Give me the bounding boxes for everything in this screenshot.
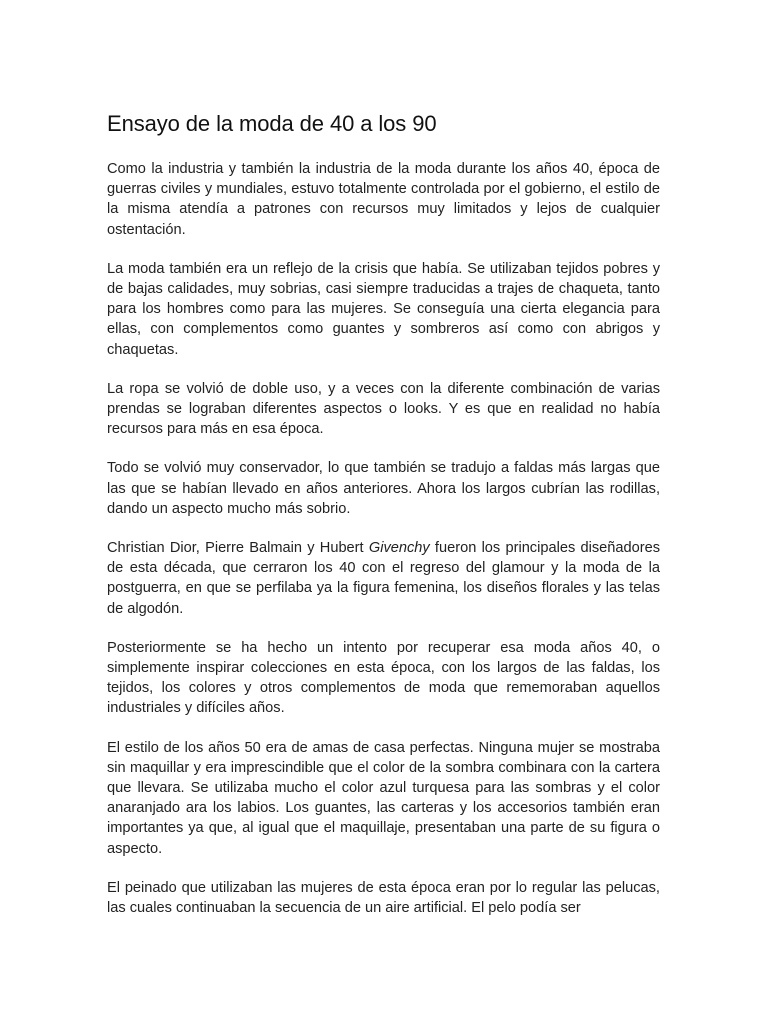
- paragraph-1: Como la industria y también la industria de la moda durante los años 40, época de guerras civiles y mundiales, estuvo totalmente controlada por el gobierno, el estilo de la misma atendía a patrones con recursos muy limitados y lejos de cualquier ostentación.: [107, 161, 660, 238]
- paragraph-2: La moda también era un reflejo de la crisis que había. Se utilizaban tejidos pobres y de bajas calidades, muy sobrias, casi siempre traducidas a trajes de chaqueta, tanto para los hombres como para las mujeres. Se conseguía una cierta elegancia para ellas, con complementos como guantes y sombreros así como con abrigos y chaquetas.: [107, 260, 660, 358]
- paragraph-4: Todo se volvió muy conservador, lo que también se tradujo a faldas más largas que las que se habían llevado en años anteriores. Ahora los largos cubrían las rodillas, dando un aspecto mucho más sobrio.: [107, 460, 660, 517]
- paragraph-6: Posteriormente se ha hecho un intento por recuperar esa moda años 40, o simplemente inspirar colecciones en esta época, con los largos de las faldas, los tejidos, los colores y otros complementos de moda que rememoraban aquellos industriales y difíciles años.: [107, 639, 660, 717]
- document-title: Ensayo de la moda de 40 a los 90: [107, 111, 437, 136]
- paragraph-3: La ropa se volvió de doble uso, y a veces con la diferente combinación de varias prendas se lograban diferentes aspectos o looks. Y es que en realidad no había recursos para más en esa época.: [107, 380, 660, 438]
- document-page: [107, 110, 660, 918]
- paragraph-5-end: fueron los principales diseñadores de esta década, que cerraron los 40 con el regreso del glamour y la moda de la postguerra, en que se perfilaba ya la figura femenina, los diseños florales y las telas de algodón.: [107, 540, 660, 617]
- paragraph-5-italic-name: Givenchy: [368, 540, 430, 557]
- paragraph-5-start: Christian Dior, Pierre Balmain y Hubert: [107, 540, 369, 557]
- paragraph-5: [107, 538, 660, 619]
- paragraph-7: El estilo de los años 50 era de amas de casa perfectas. Ninguna mujer se mostraba sin maquillar y era imprescindible que el color de la sombra combinara con la cartera que llevara. Se utilizaba mucho el color azul turquesa para las sombras y el color anaranjado ara los labios. Los guantes, las carteras y los accesorios también eran importantes ya que, al igual que el maquillaje, presentaban una parte de su figura o aspecto.: [107, 739, 660, 857]
- paragraph-8: El peinado que utilizaban las mujeres de esta época eran por lo regular las pelucas, las cuales continuaban la secuencia de un aire artificial. El pelo podía ser: [107, 879, 660, 917]
